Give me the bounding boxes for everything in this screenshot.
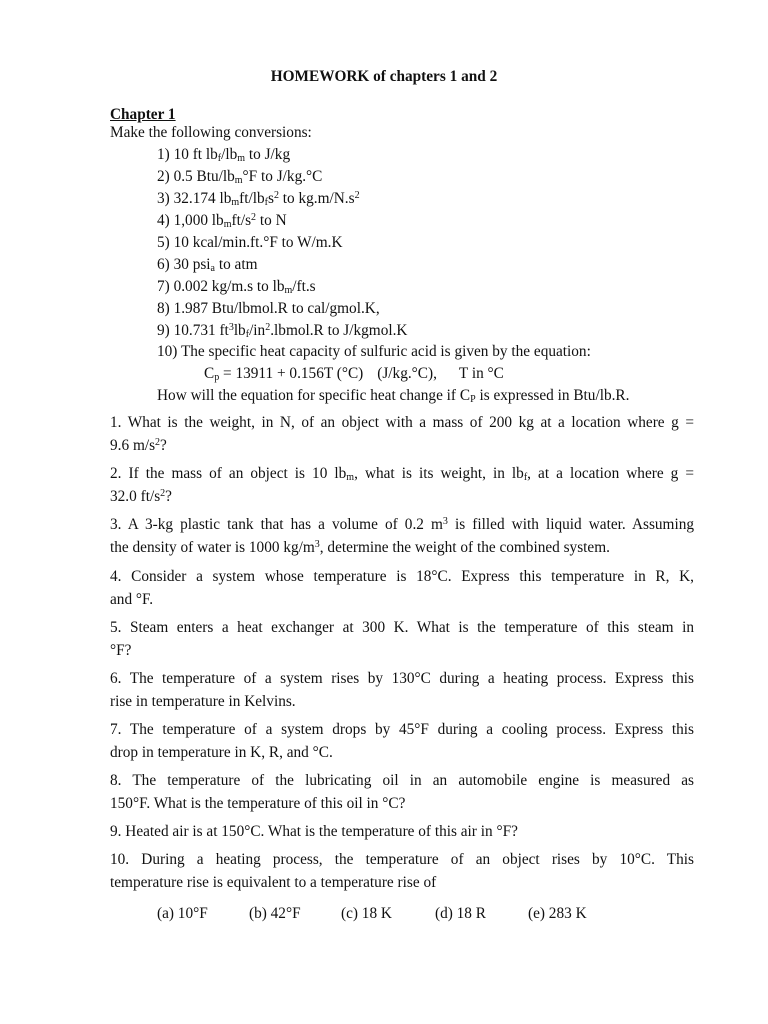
answer-choice: (b) 42°F xyxy=(249,905,301,922)
formula-units: (J/kg.°C), xyxy=(377,365,437,382)
conversion-item: 7) 0.002 kg/m.s to $lb_m/ft.s$ xyxy=(157,278,316,296)
problem-item: 2. If the mass of an object is 10 $lb_m$, what is its weight, in $lb_f$, at a location where g = 32.0 $ft/s^2$? xyxy=(110,465,694,505)
problem-item: 9. Heated air is at 150°C. What is the temperature of this air in °F? xyxy=(110,823,518,840)
problem-item: 4. Consider a system whose temperature is 18°C. Express this temperature in R, K, and °F. xyxy=(110,568,694,608)
formula-equation: $C_p = 13911 + 0.156T$ (°C) xyxy=(204,365,364,383)
conversion-item: 3) 32.174 $lb_mft/lb_fs^2$ to $kg.m/N.s^2$ xyxy=(157,190,360,208)
formula-question: How will the equation for specific heat change if $C_P$ is expressed in Btu/lb.R. xyxy=(157,387,630,405)
problem-item: 1. What is the weight, in N, of an object with a mass of 200 kg at a location where g = 9.6 $m/s^2$? xyxy=(110,414,694,454)
answer-choice: (c) 18 K xyxy=(341,905,392,922)
conversion-item: 4) 1,000 $lb_mft/s^2$ to N xyxy=(157,212,287,230)
formula-t-unit: T in °C xyxy=(458,365,504,382)
problem-item: 7. The temperature of a system drops by 45°F during a cooling process. Express this drop in temperature in K, R, and °C. xyxy=(110,721,694,761)
specific-heat-formula xyxy=(204,363,504,385)
conversion-item: 1) 10 ft $lb_f/lb_m$ to J/kg xyxy=(157,146,291,164)
conversion-item: 5) 10 kcal/min.ft.°F to W/m.K xyxy=(157,234,343,251)
conversion-item: 9) 10.731 $ft^3lb_f/in^2.lbmol.R$ to J/kgmol.K xyxy=(157,322,408,340)
answer-choice: (e) 283 K xyxy=(528,905,587,922)
problem-item: 8. The temperature of the lubricating oil in an automobile engine is measured as 150°F. What is the temperature of this oil in °C? xyxy=(110,772,694,812)
conversion-item: 10) The specific heat capacity of sulfuric acid is given by the equation: xyxy=(157,343,591,360)
problem-item: 6. The temperature of a system rises by 130°C during a heating process. Express this rise in temperature in Kelvins. xyxy=(110,670,694,710)
conversions-intro: Make the following conversions: xyxy=(110,124,312,141)
conversion-item: 6) 30 psi$_a$ to atm xyxy=(157,256,258,274)
conversion-item: 8) 1.987 Btu/lbmol.R to cal/gmol.K, xyxy=(157,300,380,317)
chapter-heading: Chapter 1 xyxy=(110,106,176,123)
problem-item: 5. Steam enters a heat exchanger at 300 K. What is the temperature of this steam in °F? xyxy=(110,619,694,659)
problem-item: 3. A 3-kg plastic tank that has a volume of 0.2 $m^3$ is filled with liquid water. Assuming the density of water is 1000 $kg/m^3$, determine the weight of the combined system. xyxy=(110,516,694,556)
answer-choice: (a) 10°F xyxy=(157,905,208,922)
page-title: HOMEWORK of chapters 1 and 2 xyxy=(270,68,498,85)
conversion-item: 2) 0.5 Btu/$lb_m^\circ F$ to J/kg.°C xyxy=(157,168,323,186)
answer-choice: (d) 18 R xyxy=(435,905,486,922)
problem-item: 10. During a heating process, the temperature of an object rises by 10°C. This temperature rise is equivalent to a temperature rise of xyxy=(110,851,694,891)
